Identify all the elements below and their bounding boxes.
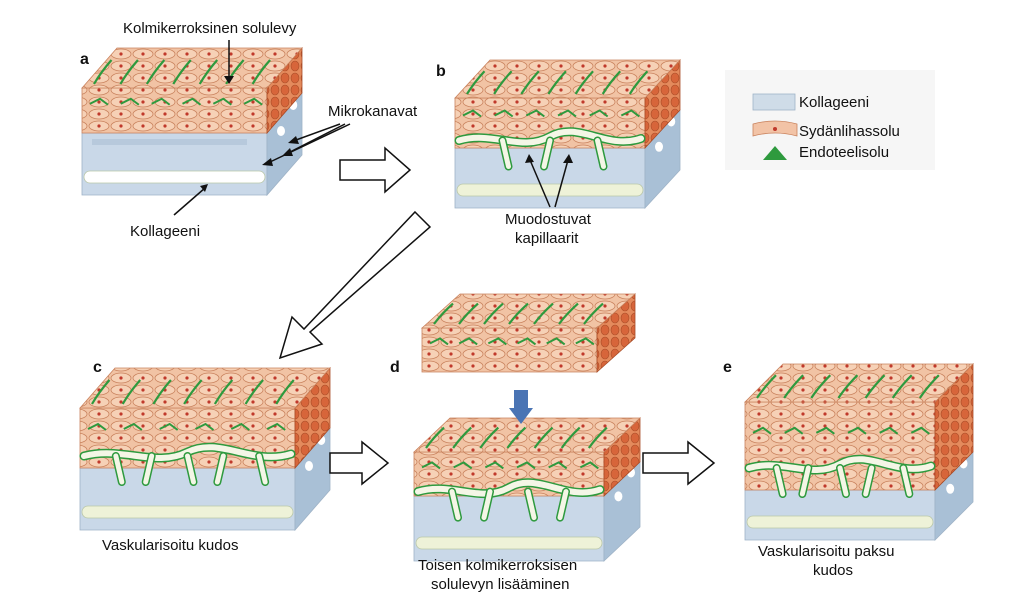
block-e bbox=[745, 364, 973, 540]
legend-label-endothelial: Endoteelisolu bbox=[799, 144, 890, 161]
block-b bbox=[455, 60, 680, 208]
label-adding-sheet-line2: solulevyn lisääminen bbox=[431, 576, 570, 593]
arrow-c-to-d bbox=[330, 442, 388, 484]
label-forming-capillaries-line1: Muodostuvat bbox=[505, 211, 591, 228]
label-collagen: Kollageeni bbox=[130, 223, 201, 240]
block-a bbox=[82, 48, 302, 195]
collagen-swatch-icon bbox=[753, 94, 795, 110]
label-thick-tissue-line2: kudos bbox=[813, 562, 854, 579]
panel-letter-a: a bbox=[80, 51, 89, 68]
label-cell-sheet: Kolmikerroksinen solulevy bbox=[123, 20, 297, 37]
label-vascularized-tissue: Vaskularisoitu kudos bbox=[102, 537, 239, 554]
panel-letter-d: d bbox=[390, 359, 400, 376]
legend-label-collagen: Kollageeni bbox=[799, 94, 870, 111]
panel-letter-e: e bbox=[723, 359, 732, 376]
label-forming-capillaries-line2: kapillaarit bbox=[515, 230, 579, 247]
block-d-base bbox=[414, 418, 640, 561]
arrow-b-to-c bbox=[280, 212, 430, 358]
legend-label-cardiomyocyte: Sydänlihassolu bbox=[799, 123, 900, 140]
panel-letter-c: c bbox=[93, 359, 102, 376]
block-c bbox=[80, 368, 330, 530]
label-microchannels: Mikrokanavat bbox=[328, 103, 418, 120]
label-thick-tissue-line1: Vaskularisoitu paksu bbox=[758, 543, 895, 560]
arrow-a-to-b bbox=[340, 148, 410, 192]
legend bbox=[725, 70, 935, 170]
block-d-top bbox=[422, 294, 635, 372]
panel-letter-b: b bbox=[436, 63, 446, 80]
arrow-d-to-e bbox=[643, 442, 714, 484]
label-adding-sheet-line1: Toisen kolmikerroksisen bbox=[418, 557, 578, 574]
